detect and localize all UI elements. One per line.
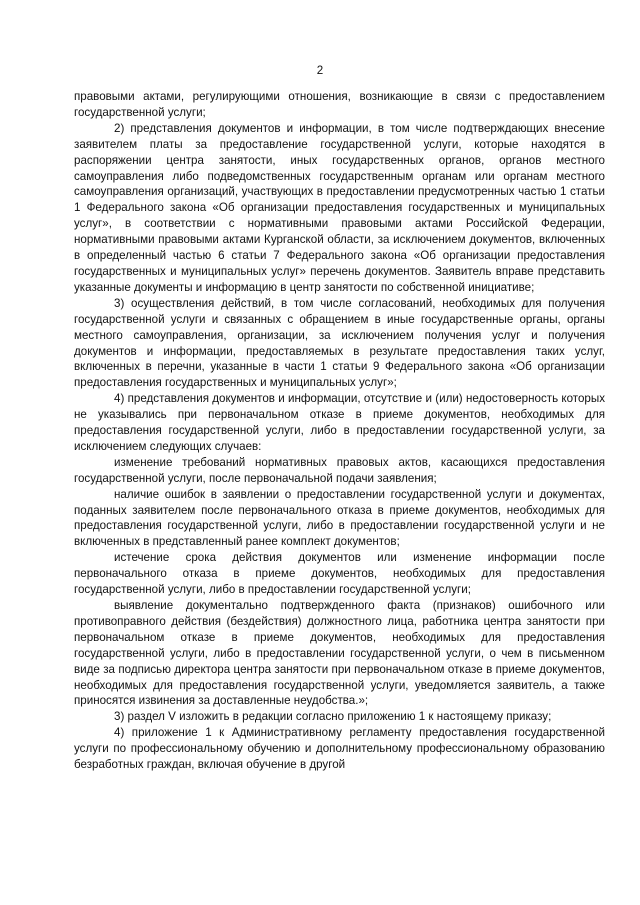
paragraph-case-2: наличие ошибок в заявлении о предоставлении государственной услуги и документах, поданных заявителем после первоначального отказа в приеме документов, необходимых для предоставления государственной услуги, либо в предоставлении государственной услуги и не включенных в представленный ранее комплект документов; (74, 487, 605, 549)
document-body (74, 89, 605, 773)
paragraph-case-4: выявление документально подтвержденного факта (признаков) ошибочного или противоправного действия (бездействия) должностного лица, работника центра занятости при первоначальном отказе в приеме документов, необходимых для предоставления государственной услуги, либо в предоставлении государственной услуги, о чем в письменном виде за подписью директора центра занятости при первоначальном отказе в приеме документов, необходимых для предоставления государственной услуги, уведомляется заявитель, а также приносятся извинения за доставленные неудобства.»; (74, 599, 605, 708)
paragraph-item-2: 2) представления документов и информации, в том числе подтверждающих внесение заявителем платы за предоставление государственной услуги, которые находятся в распоряжении центра занятости, иных государственных органов, органов местного самоуправления либо подведомственных государственным органам или органам местного самоуправления организаций, участвующих в предоставлении предусмотренных частью 1 статьи 1 Федерального закона «Об организации предоставления государственных и муниципальных услуг», в соответствии с нормативными правовыми актами Российской Федерации, нормативными правовыми актами Курганской области, за исключением документов, включенных в определенный частью 6 статьи 7 Федерального закона «Об организации предоставления государственных и муниципальных услуг» перечень документов. Заявитель вправе представить указанные документы и информацию в центр занятости по собственной инициативе; (74, 121, 605, 294)
paragraph-case-3: истечение срока действия документов или изменение информации после первоначального отказа в приеме документов, необходимых для предоставления государственной услуги, либо в предоставлении государственной услуги; (74, 551, 605, 597)
paragraph-item-3: 3) осуществления действий, в том числе согласований, необходимых для получения государственной услуги и связанных с обращением в иные государственные органы, органы местного самоуправления, организации, за исключением получения услуг и получения документов и информации, предоставляемых в результате предоставления таких услуг, включенных в перечни, указанные в части 1 статьи 9 Федерального закона «Об организации предоставления государственных и муниципальных услуг»; (74, 296, 605, 390)
paragraph-case-1: изменение требований нормативных правовых актов, касающихся предоставления государственной услуги, после первоначальной подачи заявления; (74, 455, 605, 485)
paragraph-continuation: правовыми актами, регулирующими отношения, возникающие в связи с предоставлением государственной услуги; (74, 90, 605, 119)
paragraph-amendment-4: 4) приложение 1 к Административному регламенту предоставления государственной услуги по профессиональному обучению и дополнительному профессиональному образованию безработных граждан, включая обучение в другой (74, 726, 605, 772)
paragraph-item-4: 4) представления документов и информации, отсутствие и (или) недостоверность которых не указывались при первоначальном отказе в приеме документов, необходимых для предоставления государственной услуги, либо в предоставлении государственной услуги, за исключением следующих случаев: (74, 392, 605, 453)
paragraph-amendment-3: 3) раздел V изложить в редакции согласно приложению 1 к настоящему приказу; (114, 710, 552, 724)
page-number: 2 (316, 64, 324, 77)
